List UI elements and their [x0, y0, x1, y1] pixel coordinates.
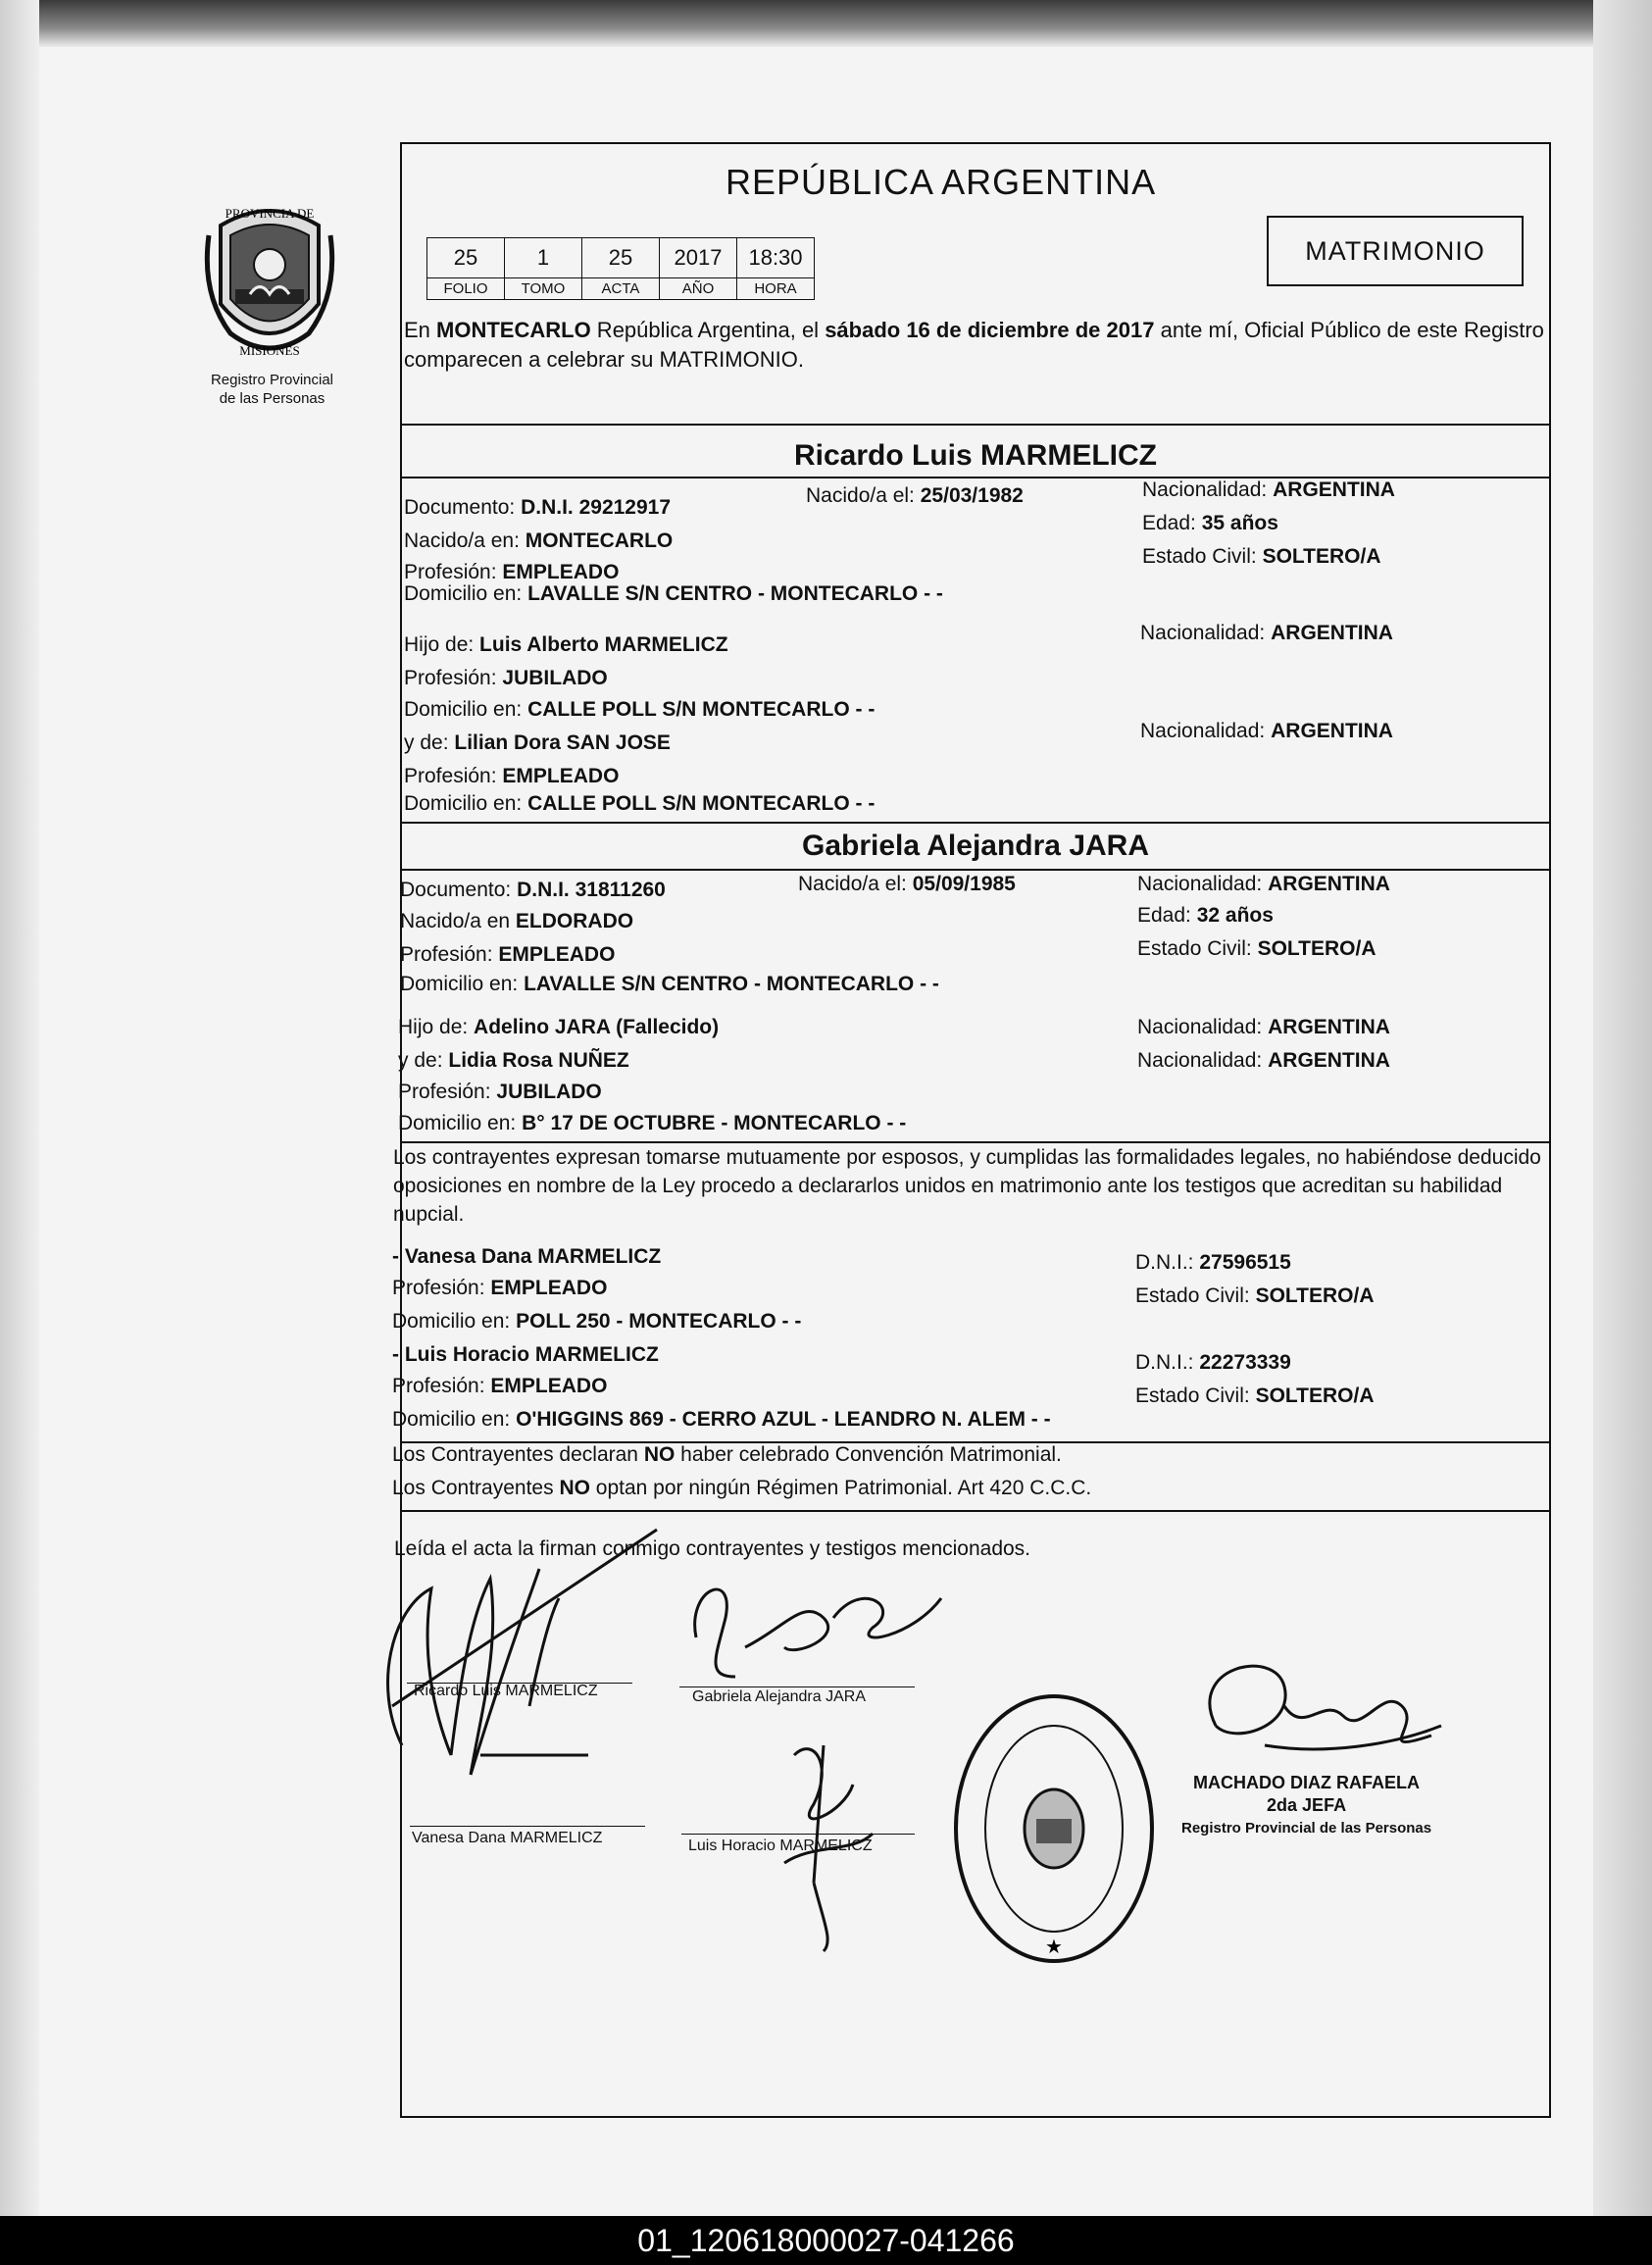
anio-value: 2017 — [660, 238, 737, 278]
scan-left-edge — [0, 0, 39, 2216]
bride-signature — [676, 1559, 951, 1706]
declaration-paragraph: Los contrayentes expresan tomarse mutuamente por esposos, y cumplidas las formalidades legales, no habiéndose deducido oposiciones en nombre de la Ley procedo a declararlos unidos en matrimonio ante los testigos que acreditan su habilidad nupcial. — [393, 1146, 1541, 1226]
groom-madre: y de: Lilian Dora SAN JOSE — [404, 731, 671, 754]
bride-madre-domicilio: Domicilio en: B° 17 DE OCTUBRE - MONTECARLO - - — [398, 1112, 907, 1134]
witness-1-dni: D.N.I.: 27596515 — [1135, 1251, 1291, 1274]
registry-table — [426, 237, 815, 300]
witness-1-name: - Vanesa Dana MARMELICZ — [392, 1245, 662, 1268]
groom-signature-label: Ricardo Luis MARMELICZ — [414, 1683, 598, 1699]
groom-nacido-en: Nacido/a en: MONTECARLO — [404, 529, 674, 552]
bride-padre-nacionalidad: Nacionalidad: ARGENTINA — [1137, 1016, 1390, 1038]
witness-2-name: - Luis Horacio MARMELICZ — [392, 1343, 659, 1366]
tomo-value: 1 — [505, 238, 582, 278]
groom-profesion: Profesión: EMPLEADO — [404, 561, 620, 583]
groom-edad: Edad: 35 años — [1142, 512, 1278, 534]
groom-madre-domicilio: Domicilio en: CALLE POLL S/N MONTECARLO - - — [404, 792, 876, 815]
bride-padre: Hijo de: Adelino JARA (Fallecido) — [398, 1016, 720, 1038]
bride-profesion: Profesión: EMPLEADO — [400, 943, 616, 966]
folio-label: FOLIO — [427, 278, 505, 300]
country-title: REPÚBLICA ARGENTINA — [726, 162, 1157, 202]
acta-label: ACTA — [582, 278, 660, 300]
groom-padre: Hijo de: Luis Alberto MARMELICZ — [404, 633, 728, 656]
intro-paragraph: En MONTECARLO República Argentina, el sábado 16 de diciembre de 2017 ante mí, Oficial Público de este Registro comparecen a celebrar su MATRIMONIO. — [404, 318, 1544, 372]
groom-name: Ricardo Luis MARMELICZ — [793, 439, 1157, 472]
bride-documento: Documento: D.N.I. 31811260 — [400, 879, 666, 901]
groom-estado-civil: Estado Civil: SOLTERO/A — [1142, 545, 1381, 568]
tomo-label: TOMO — [505, 278, 582, 300]
bride-domicilio: Domicilio en: LAVALLE S/N CENTRO - MONTECARLO - - — [400, 973, 939, 995]
registry-seal-icon — [946, 1686, 1162, 1971]
hora-value: 18:30 — [737, 238, 815, 278]
groom-madre-profesion: Profesión: EMPLEADO — [404, 765, 620, 787]
official-block: MACHADO DIAZ RAFAELA 2da JEFA Registro Provincial de las Personas — [1181, 1773, 1432, 1837]
crest-caption: Registro Provincial de las Personas — [210, 372, 334, 407]
witness-2-signature-label: Luis Horacio MARMELICZ — [688, 1837, 873, 1854]
divider — [400, 822, 1551, 824]
province-crest-icon — [201, 196, 338, 363]
svg-text:PROVINCIA DE: PROVINCIA DE — [225, 206, 315, 221]
anio-label: AÑO — [660, 278, 737, 300]
bride-estado-civil: Estado Civil: SOLTERO/A — [1137, 937, 1377, 960]
hora-label: HORA — [737, 278, 815, 300]
witness-1-signature-label: Vanesa Dana MARMELICZ — [412, 1830, 603, 1846]
groom-padre-domicilio: Domicilio en: CALLE POLL S/N MONTECARLO - - — [404, 698, 876, 721]
bride-signature-line — [679, 1686, 915, 1687]
groom-documento: Documento: D.N.I. 29212917 — [404, 496, 672, 519]
witness-2-profesion: Profesión: EMPLEADO — [392, 1375, 608, 1397]
act-type-box: MATRIMONIO — [1267, 216, 1524, 286]
bride-nacionalidad: Nacionalidad: ARGENTINA — [1137, 873, 1390, 895]
divider — [400, 424, 1551, 426]
folio-value: 25 — [427, 238, 505, 278]
groom-nacido-el: Nacido/a el: 25/03/1982 — [806, 484, 1024, 507]
groom-padre-nacionalidad: Nacionalidad: ARGENTINA — [1140, 622, 1393, 644]
witness-1-domicilio: Domicilio en: POLL 250 - MONTECARLO - - — [392, 1310, 802, 1333]
reading-statement: Leída el acta la firman conmigo contrayentes y testigos mencionados. — [394, 1537, 1031, 1560]
groom-padre-profesion: Profesión: JUBILADO — [404, 667, 608, 689]
svg-text:★: ★ — [1045, 1937, 1063, 1958]
witness-2-domicilio: Domicilio en: O'HIGGINS 869 - CERRO AZUL - LEANDRO N. ALEM - - — [392, 1408, 1051, 1431]
witness-1-signature-line — [410, 1826, 645, 1827]
scan-right-edge — [1593, 0, 1652, 2216]
witness-1-estado-civil: Estado Civil: SOLTERO/A — [1135, 1284, 1375, 1307]
bride-nacido-el: Nacido/a el: 05/09/1985 — [798, 873, 1016, 895]
scan-top-shadow — [0, 0, 1652, 47]
groom-madre-nacionalidad: Nacionalidad: ARGENTINA — [1140, 720, 1393, 742]
convention-line-1: Los Contrayentes declaran NO haber celebrado Convención Matrimonial. — [392, 1443, 1062, 1466]
document-id-bar: 01_120618000027-041266 — [0, 2216, 1652, 2265]
groom-domicilio: Domicilio en: LAVALLE S/N CENTRO - MONTECARLO - - — [404, 582, 943, 605]
bride-madre-profesion: Profesión: JUBILADO — [398, 1081, 602, 1103]
bride-nacido-en: Nacido/a en ELDORADO — [400, 910, 634, 932]
witness-2-signature-line — [681, 1834, 915, 1835]
bride-madre-nacionalidad: Nacionalidad: ARGENTINA — [1137, 1049, 1390, 1072]
svg-text:MISIONES: MISIONES — [239, 343, 300, 358]
witness-2-estado-civil: Estado Civil: SOLTERO/A — [1135, 1384, 1375, 1407]
convention-line-2: Los Contrayentes NO optan por ningún Régimen Patrimonial. Art 420 C.C.C. — [392, 1477, 1092, 1499]
bride-edad: Edad: 32 años — [1137, 904, 1274, 927]
groom-nacionalidad: Nacionalidad: ARGENTINA — [1142, 478, 1395, 501]
bride-signature-label: Gabriela Alejandra JARA — [692, 1688, 866, 1705]
groom-signature — [363, 1510, 686, 1804]
acta-value: 25 — [582, 238, 660, 278]
witness-1-profesion: Profesión: EMPLEADO — [392, 1277, 608, 1299]
bride-name: Gabriela Alejandra JARA — [801, 830, 1149, 862]
witness-2-dni: D.N.I.: 22273339 — [1135, 1351, 1291, 1374]
bride-madre: y de: Lidia Rosa NUÑEZ — [398, 1049, 629, 1072]
divider — [400, 869, 1551, 871]
